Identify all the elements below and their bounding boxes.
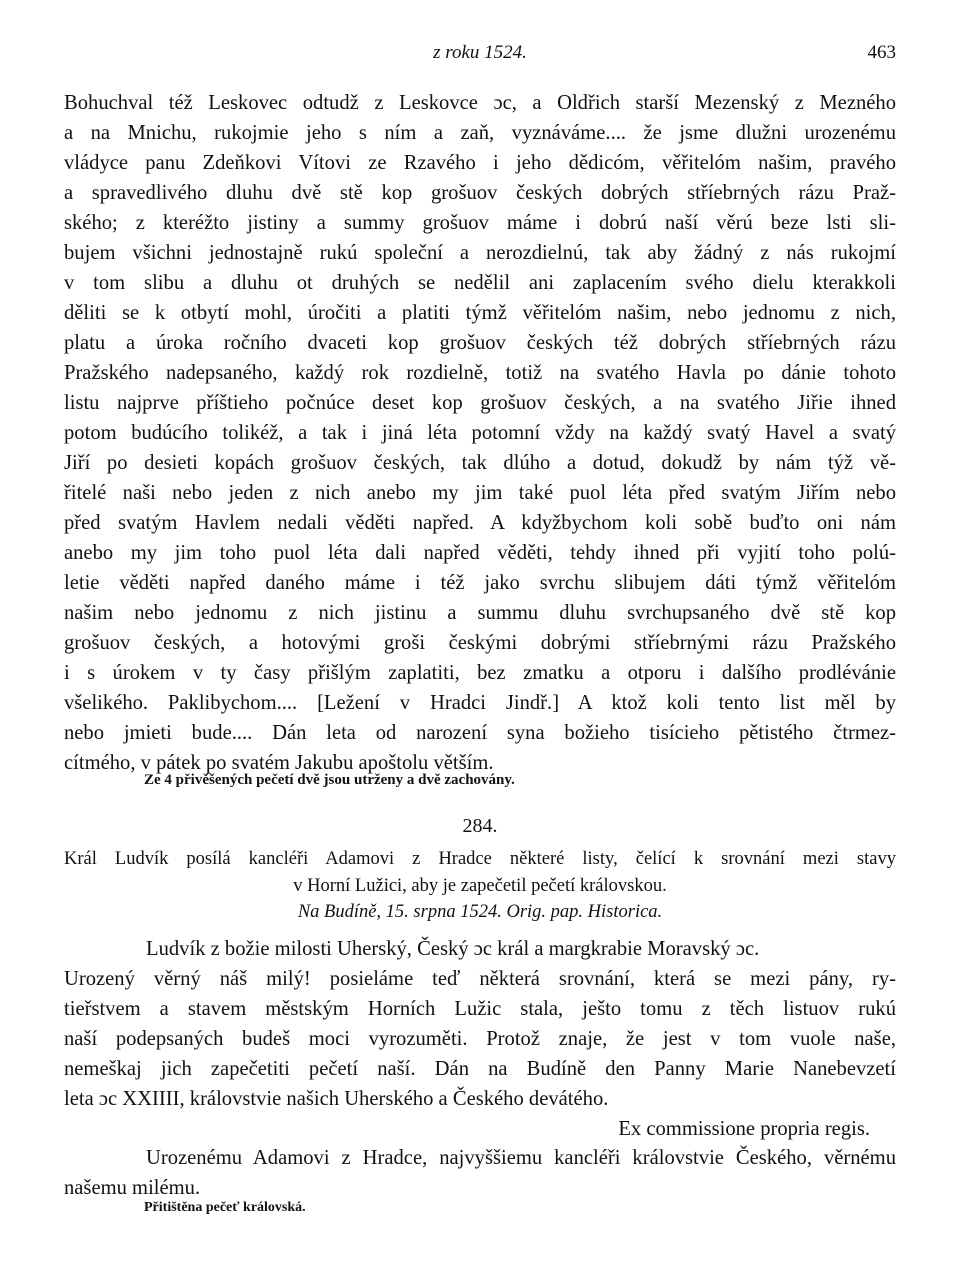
text-line: a spravedlivého dluhu dvě stě kop grošuov českých dobrých stříebrných rázu Praž- <box>64 182 896 204</box>
text-line: v tom slibu a dluhu ot druhých se nedělil ani zaplacením svého dielu kterakkoli <box>64 272 896 294</box>
document-number: 284. <box>462 815 498 837</box>
document-283-text <box>64 88 896 778</box>
text-line: před svatým Havlem nedali věděti napřed. A kdyžbychom koli sobě buďto oni nám <box>64 512 896 534</box>
dateline: Na Budíně, 15. srpna 1524. Orig. pap. Historica. <box>297 902 663 922</box>
text-line: letie věděti napřed daného máme i též jako svrchu slibujem dáti týmž věřitelóm <box>64 572 896 594</box>
text-line: grošuov českých, a hotovými groši českými dobrými stříebrnými rázu Pražského <box>64 632 896 654</box>
text-line: řitelé naši nebo jeden z nich anebo my jim také puol léta před svatým Jiřím nebo <box>64 482 896 504</box>
text-line: nemeškaj jich zapečetiti pečetí naší. Dán na Budíně den Panny Marie Nanebevzetí <box>64 1058 896 1080</box>
text-line: všelikého. Paklibychom.... [Ležení v Hradci Jindř.] A ktož koli tento list měl by <box>64 692 896 714</box>
text-line: potom budúcího tolikéž, a tak i jiná léta potomní vždy na každý svatý Havel a svatý <box>64 422 896 444</box>
text-line: cítmého, v pátek po svatém Jakubu apoštolu větším. <box>64 752 494 774</box>
seal-note: Ze 4 přivěšených pečetí dvě jsou utrženy a dvě zachovány. <box>144 772 515 788</box>
text-line: naší podepsaných budeš moci vyrozuměti. Protož znaje, že jest v tom vuole naše, <box>64 1028 896 1050</box>
address <box>64 1143 896 1203</box>
address-line: Urozenému Adamovi z Hradce, najvyššiemu kancléři královstvie Českého, věrnému <box>146 1147 896 1169</box>
text-line: bujem všichni jednostajně rukú společní a nerozdielnú, tak aby žádný z nás rukojmí <box>64 242 896 264</box>
text-line: Pražského nadepsaného, každý rok rozdielně, totiž na svatého Havla po dánie tohoto <box>64 362 896 384</box>
text-line: Ludvík z božie milosti Uherský, Český ɔc král a margkrabie Moravský ɔc. <box>146 938 760 960</box>
text-line: a na Mnichu, rukojmie jeho s ním a zaň, vyznáváme.... že jsme dlužni urozenému <box>64 122 896 144</box>
text-line: leta ɔc XXIIII, královstvie našich Uherského a Českého devátého. <box>64 1088 609 1110</box>
text-line: Urozený věrný náš milý! posieláme teď některá srovnání, která se mezi pány, ry- <box>64 968 896 990</box>
text-line: tieřstvem a stavem městským Horních Lužic stala, ješto tomu z těch listuov rukú <box>64 998 896 1020</box>
text-line: našim nebo jednomu z nich jistinu a summu dluhu svrchupsaného dvě stě kop <box>64 602 896 624</box>
page-number: 463 <box>867 42 896 63</box>
document-summary <box>64 846 896 900</box>
seal-note: Přitištěna pečeť královská. <box>144 1200 306 1215</box>
text-line: anebo my jim toho puol léta dali napřed věděti, tehdy ihned při vyjití toho polú- <box>64 542 896 564</box>
text-line: platu a úroka ročního dvaceti kop grošuov českých též dobrých stříebrných rázu <box>64 332 896 354</box>
summary-line: v Horní Lužici, aby je zapečetil pečetí královskou. <box>293 876 667 896</box>
text-line: nebo jmieti bude.... Dán leta od narození syna božieho tisícieho pětistého čtrmez- <box>64 722 896 744</box>
page-header <box>64 42 896 68</box>
text-line: děliti se k otbytí mohl, úročiti a platiti týmž věřitelóm našim, nebo jednomu z nich, <box>64 302 896 324</box>
text-line: i s úrokem v ty časy přišlým zaplatiti, bez zmatku a otporu i dalšího prodlévánie <box>64 662 896 684</box>
document-284-text <box>64 934 896 1144</box>
text-line: Bohuchval též Leskovec odtudž z Leskovce ɔc, a Oldřich starší Mezenský z Mezného <box>64 92 896 114</box>
running-title: z roku 1524. <box>433 42 527 63</box>
summary-line: Král Ludvík posílá kancléři Adamovi z Hradce některé listy, čelící k srovnání mezi stavy <box>64 849 896 869</box>
text-line: vládyce panu Zdeňkovi Vítovi ze Rzavého i jeho dědicóm, věřitelóm našim, pravého <box>64 152 896 174</box>
text-line: ského; z kteréžto jistiny a summy grošuov máme i dobrú naší věrú beze lsti sli- <box>64 212 896 234</box>
signature-line: Ex commissione propria regis. <box>618 1118 870 1140</box>
text-line: listu najprve příštieho počnúce deset kop grošuov českých, a na svatého Jiřie ihned <box>64 392 896 414</box>
text-line: Jiří po desieti kopách grošuov českých, tak dlúho a dotud, dokudž by nám týž vě- <box>64 452 896 474</box>
address-line: našemu milému. <box>64 1177 201 1199</box>
